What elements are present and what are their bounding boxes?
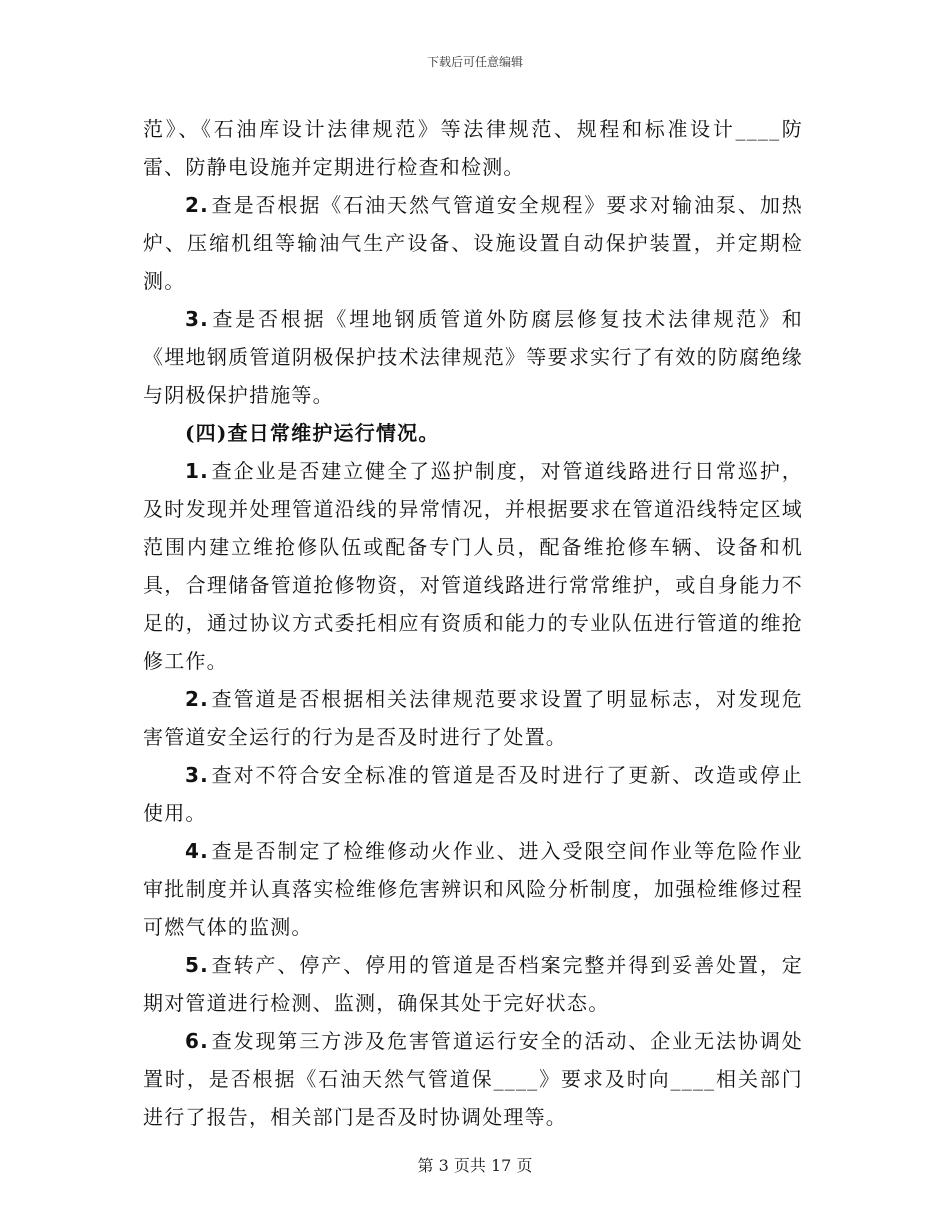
section-heading (143, 414, 803, 452)
page-footer: 第 3 页共 17 页 (417, 1156, 533, 1175)
item-number: 1. (185, 459, 209, 483)
item-number: 5. (185, 953, 209, 977)
paragraph-text: 范》、《石油库设计法律规范》等法律规范、规程和标准设计____防雷、防静电设施并定期进行检查和检测。 (143, 117, 803, 179)
paragraph-item (143, 946, 803, 1022)
page-header: 下载后可任意编辑 (426, 55, 523, 69)
item-number: 2. (185, 193, 209, 217)
item-number: 4. (185, 839, 209, 863)
paragraph-text: 查对不符合安全标准的管道是否及时进行了更新、改造或停止使用。 (143, 763, 803, 825)
paragraph-item (143, 680, 803, 756)
paragraph-text: 查管道是否根据相关法律规范要求设置了明显标志，对发现危害管道安全运行的行为是否及时进行了处置。 (143, 687, 803, 749)
paragraph-continuation (143, 110, 803, 186)
paragraph-text: 查转产、停产、停用的管道是否档案完整并得到妥善处置，定期对管道进行检测、监测，确保其处于完好状态。 (143, 953, 803, 1015)
item-number: 3. (185, 307, 209, 331)
item-number: 3. (185, 763, 209, 787)
paragraph-text: 查是否制定了检维修动火作业、进入受限空间作业等危险作业审批制度并认真落实检维修危害辨识和风险分析制度，加强检维修过程可燃气体的监测。 (143, 839, 803, 939)
item-number: 2. (185, 687, 209, 711)
paragraph-item (143, 1022, 803, 1136)
section-heading-text: (四)查日常维护运行情况。 (185, 421, 440, 445)
paragraph-item (143, 186, 803, 300)
paragraph-text: 查是否根据《石油天然气管道安全规程》要求对输油泵、加热炉、压缩机组等输油气生产设备、设施设置自动保护装置，并定期检测。 (143, 193, 803, 293)
paragraph-item (143, 832, 803, 946)
paragraph-text: 查企业是否建立健全了巡护制度，对管道线路进行日常巡护，及时发现并处理管道沿线的异常情况，并根据要求在管道沿线特定区域范围内建立维抢修队伍或配备专门人员，配备维抢修车辆、设备和机具，合理储备管道抢修物资，对管道线路进行常常维护，或自身能力不足的，通过协议方式委托相应有资质和能力的专业队伍进行管道的维抢修工作。 (143, 459, 803, 673)
paragraph-item (143, 452, 803, 680)
paragraph-text: 查发现第三方涉及危害管道运行安全的活动、企业无法协调处置时，是否根据《石油天然气管道保____》要求及时向____相关部门进行了报告，相关部门是否及时协调处理等。 (143, 1029, 803, 1129)
item-number: 6. (185, 1029, 209, 1053)
document-body (143, 110, 803, 1136)
paragraph-item (143, 756, 803, 832)
paragraph-text: 查是否根据《埋地钢质管道外防腐层修复技术法律规范》和《埋地钢质管道阴极保护技术法律规范》等要求实行了有效的防腐绝缘与阴极保护措施等。 (143, 307, 803, 407)
paragraph-item (143, 300, 803, 414)
